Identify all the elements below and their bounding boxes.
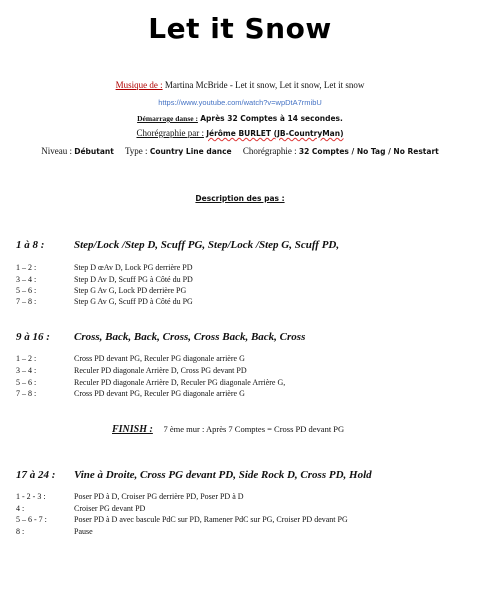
section-range: 9 à 16 : xyxy=(16,331,50,343)
type-label: Type : xyxy=(124,146,148,156)
section-title: Vine à Droite, Cross PG devant PD, Side Rock D, Cross PD, Hold xyxy=(74,469,372,481)
start-value: Après 32 Comptes à 14 secondes. xyxy=(200,114,343,123)
step-text: Poser PD à D avec bascule PdC sur PD, Ramener PdC sur PG, Croiser PD devant PG xyxy=(74,515,348,524)
section-range: 1 à 8 : xyxy=(16,239,45,251)
choreo2-value: 32 Comptes / No Tag / No Restart xyxy=(298,147,439,156)
section-title: Step/Lock /Step D, Scuff PG, Step/Lock /Step G, Scuff PD, xyxy=(74,239,340,251)
step-count: 7 – 8 : xyxy=(16,297,37,306)
step-count: 7 – 8 : xyxy=(16,389,37,398)
step-text: Step G Av G, Lock PD derrière PG xyxy=(74,286,187,295)
music-line xyxy=(0,80,480,90)
step-count: 1 – 2 : xyxy=(16,263,37,272)
description-heading: Description des pas : xyxy=(195,194,285,203)
music-label: Musique de : xyxy=(115,80,163,90)
step-count: 3 – 4 : xyxy=(16,275,37,284)
step-text: Croiser PG devant PD xyxy=(74,504,146,513)
step-text: Step D œAv D, Lock PG derrière PD xyxy=(74,263,193,272)
step-text: Reculer PD diagonale Arrière D, Reculer PG diagonale Arrière G, xyxy=(74,378,286,387)
start-line xyxy=(0,113,480,123)
finish-line xyxy=(112,424,344,435)
level-label: Niveau : xyxy=(41,146,72,156)
step-text: Reculer PD diagonale Arrière D, Cross PG devant PD xyxy=(74,366,247,375)
step-count: 1 – 2 : xyxy=(16,354,37,363)
youtube-link[interactable]: https://www.youtube.com/watch?v=wpDtA7rmibU xyxy=(158,98,322,107)
step-text: Step D Av D, Scuff PG à Côté du PD xyxy=(74,275,193,284)
level-line xyxy=(0,146,480,156)
finish-text: 7 ème mur : Après 7 Comptes = Cross PD devant PG xyxy=(163,424,345,434)
choreo2-label: Chorégraphie : xyxy=(242,146,297,156)
step-text: Cross PD devant PG, Reculer PG diagonale arrière G xyxy=(74,354,245,363)
music-value: Martina McBride - Let it snow, Let it snow, Let it snow xyxy=(164,80,365,90)
step-text: Step G Av G, Scuff PD à Côté du PG xyxy=(74,297,193,306)
step-text: Poser PD à D, Croiser PG derrière PD, Poser PD à D xyxy=(74,492,244,501)
choreo-line xyxy=(0,128,480,138)
section-title: Cross, Back, Back, Cross, Cross Back, Back, Cross xyxy=(74,331,306,343)
level-value: Débutant xyxy=(74,147,114,156)
choreo-label: Chorégraphie par : xyxy=(136,128,204,138)
type-value: Country Line dance xyxy=(149,147,232,156)
step-text: Cross PD devant PG, Reculer PG diagonale arrière G xyxy=(74,389,245,398)
step-count: 5 – 6 : xyxy=(16,378,37,387)
step-count: 8 : xyxy=(16,527,25,536)
step-count: 3 – 4 : xyxy=(16,366,37,375)
page-title: Let it Snow xyxy=(148,12,332,45)
step-count: 1 - 2 - 3 : xyxy=(16,492,46,501)
section-range: 17 à 24 : xyxy=(16,469,56,481)
step-count: 5 – 6 : xyxy=(16,286,37,295)
step-text: Pause xyxy=(74,527,93,536)
finish-label: FINISH : xyxy=(112,424,153,435)
step-count: 4 : xyxy=(16,504,25,513)
start-label: Démarrage danse : xyxy=(137,114,198,123)
choreo-value: Jérôme BURLET (JB-CountryMan) xyxy=(206,129,344,138)
step-count: 5 – 6 - 7 : xyxy=(16,515,47,524)
